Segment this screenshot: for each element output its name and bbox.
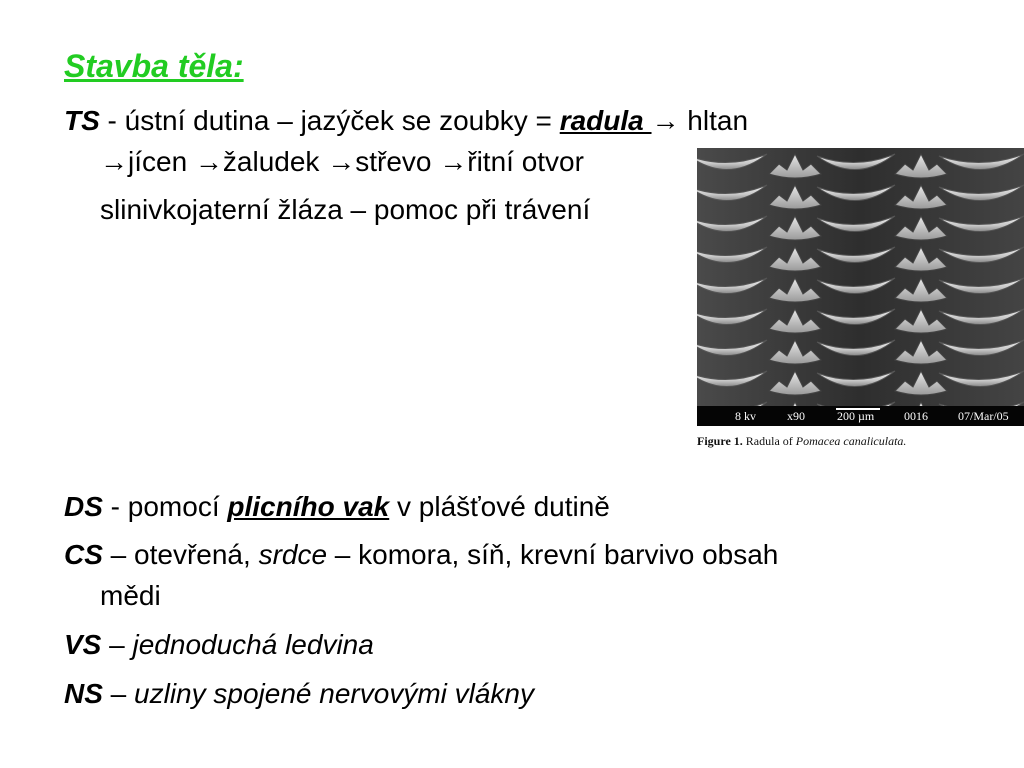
ts-text-end: → hltan bbox=[651, 105, 749, 136]
cs-line bbox=[64, 538, 778, 572]
slide-title: Stavba těla: bbox=[64, 48, 244, 84]
ts-abbr: TS bbox=[64, 105, 100, 136]
ds-abbr: DS bbox=[64, 491, 103, 522]
cs-italic: srdce bbox=[258, 539, 328, 570]
ns-italic: uzliny spojené nervovými vlákny bbox=[134, 678, 535, 709]
ds-text-end: v plášťové dutině bbox=[389, 491, 610, 522]
caption-species: Pomacea canaliculata. bbox=[795, 434, 907, 448]
vs-italic: jednoduchá ledvina bbox=[132, 629, 374, 660]
caption-text: Radula of bbox=[742, 434, 796, 448]
radula-figure bbox=[697, 148, 1024, 454]
ds-keyword: plicního vak bbox=[227, 491, 390, 522]
vs-line bbox=[64, 628, 374, 662]
radula-micrograph bbox=[697, 148, 1024, 426]
ts-line-3: slinivkojaterní žláza – pomoc při trávení bbox=[100, 194, 591, 225]
vs-abbr: VS bbox=[64, 629, 102, 660]
ts-line bbox=[64, 104, 748, 138]
scalebar-number: 0016 bbox=[904, 409, 928, 423]
cs-line-2: mědi bbox=[100, 580, 161, 611]
ts-text: - ústní dutina – jazýček se zoubky = bbox=[99, 105, 560, 136]
ns-dash: – bbox=[102, 678, 135, 709]
figure-caption bbox=[697, 434, 1024, 449]
micrograph-scale-bar bbox=[697, 406, 1024, 426]
scalebar-scale: 200 µm bbox=[837, 409, 875, 423]
cs-text-end: – komora, síň, krevní barvivo obsah bbox=[327, 539, 779, 570]
ts-keyword: radula bbox=[559, 105, 652, 136]
vs-dash: – bbox=[101, 629, 133, 660]
scalebar-date: 07/Mar/05 bbox=[958, 409, 1009, 423]
ns-line bbox=[64, 677, 534, 711]
ts-line-2: →jícen →žaludek →střevo →řitní otvor bbox=[100, 146, 584, 177]
ds-line bbox=[64, 490, 610, 524]
cs-abbr: CS bbox=[64, 539, 103, 570]
caption-label: Figure 1. bbox=[697, 434, 743, 448]
ds-text: - pomocí bbox=[102, 491, 228, 522]
scalebar-voltage: 8 kv bbox=[735, 409, 756, 423]
scalebar-magnification: x90 bbox=[787, 409, 805, 423]
ns-abbr: NS bbox=[64, 678, 103, 709]
cs-text: – otevřená, bbox=[102, 539, 259, 570]
